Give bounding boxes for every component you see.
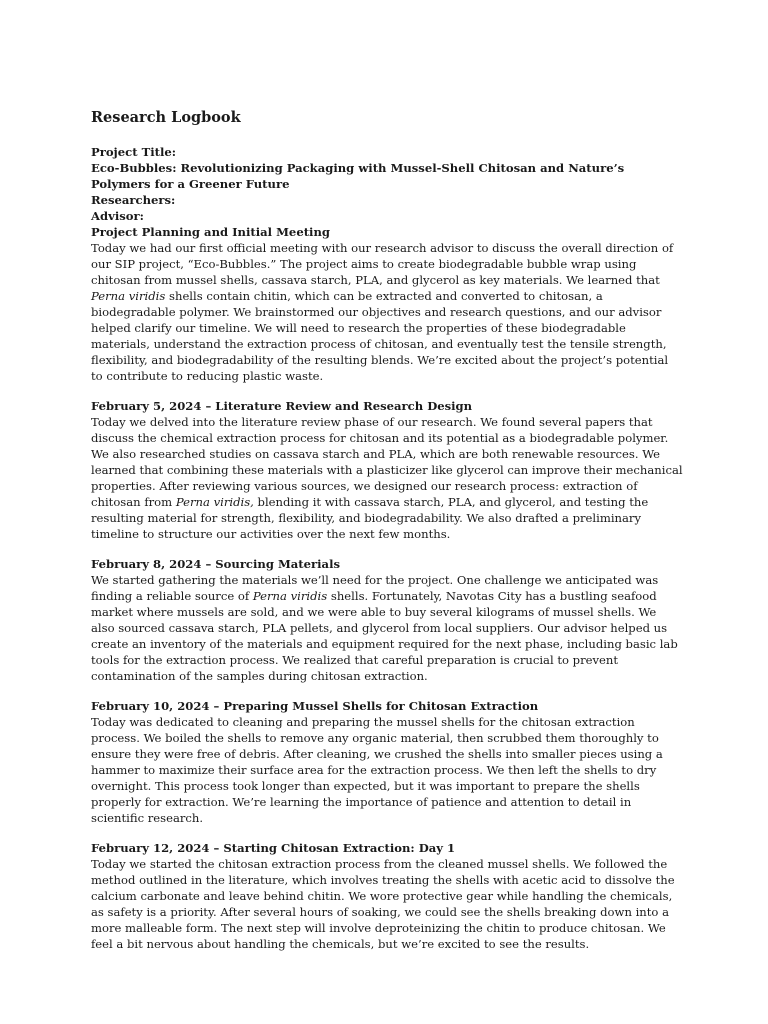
project-title: Eco-Bubbles: Revolutionizing Packaging with Mussel-Shell Chitosan and Nature’s Polymers for a Greener Future: [91, 161, 625, 191]
entry-text: Today we delved into the literature review phase of our research. We found several papers that discuss the chemical extraction process for chitosan and its potential as a biodegradable polymer. We also researched studies on cassava starch and PLA, which are both renewable resources. We learned that combining these materials with a plasticizer like glycerol can improve their mechanical properties. After reviewing various sources, we designed our research process: extraction of chitosan from: [91, 415, 683, 509]
entry-body: [91, 572, 683, 684]
entry-body: [91, 414, 683, 542]
entry-heading: February 12, 2024 – Starting Chitosan Extraction: Day 1: [91, 841, 456, 855]
entry-text: shells contain chitin, which can be extracted and converted to chitosan, a biodegradable polymer. We brainstormed our objectives and research questions, and our advisor helped clarify our timeline. We will need to research the properties of these biodegradable materials, understand the extraction process of chitosan, and eventually test the tensile strength, flexibility, and biodegradability of the resulting blends. We’re excited about the project’s potential to contribute to reducing plastic waste.: [91, 289, 669, 383]
advisor-label: Advisor:: [91, 209, 144, 223]
researchers-label: Researchers:: [91, 193, 176, 207]
entry-text: Today we had our first official meeting with our research advisor to discuss the overall direction of our SIP project, “Eco-Bubbles.” The project aims to create biodegradable bubble wrap using chitosan from mussel shells, cassava starch, PLA, and glycerol as key materials. We learned that: [91, 241, 674, 287]
entry-body: [91, 714, 683, 826]
species-name: Perna viridis: [91, 289, 166, 303]
entry-heading: February 5, 2024 – Literature Review and Research Design: [91, 399, 473, 413]
entry-heading: February 10, 2024 – Preparing Mussel Shells for Chitosan Extraction: [91, 699, 539, 713]
log-entry: [91, 224, 683, 384]
log-entries: [91, 224, 683, 952]
species-name: Perna viridis,: [175, 495, 254, 509]
document-title: Research Logbook: [91, 109, 241, 126]
entry-text: Today we started the chitosan extraction process from the cleaned mussel shells. We followed the method outlined in the literature, which involves treating the shells with acetic acid to dissolve the calcium carbonate and leave behind chitin. We wore protective gear while handling the chemicals, as safety is a priority. After several hours of soaking, we could see the shells breaking down into a more malleable form. The next step will involve deproteinizing the chitin to produce chitosan. We feel a bit nervous about handling the chemicals, but we’re excited to see the results.: [91, 857, 675, 951]
entry-heading: February 8, 2024 – Sourcing Materials: [91, 557, 340, 571]
entry-text: shells. Fortunately, Navotas City has a bustling seafood market where mussels are sold, and we were able to buy several kilograms of mussel shells. We also sourced cassava starch, PLA pellets, and glycerol from local suppliers. Our advisor helped us create an inventory of the materials and equipment required for the next phase, including basic lab tools for the extraction process. We realized that careful preparation is crucial to prevent contamination of the samples during chitosan extraction.: [91, 589, 678, 683]
entry-text: Today was dedicated to cleaning and preparing the mussel shells for the chitosan extraction process. We boiled the shells to remove any organic material, then scrubbed them thoroughly to ensure they were free of debris. After cleaning, we crushed the shells into smaller pieces using a hammer to maximize their surface area for the extraction process. We then left the shells to dry overnight. This process took longer than expected, but it was important to prepare the shells properly for extraction. We’re learning the importance of patience and attention to detail in scientific research.: [91, 715, 663, 825]
project-title-label: Project Title:: [91, 145, 177, 159]
log-entry: [91, 698, 683, 826]
entry-text: We started gathering the materials we’ll need for the project. One challenge we anticipated was finding a reliable source of: [91, 573, 659, 603]
entry-heading: Project Planning and Initial Meeting: [91, 225, 330, 239]
entry-body: [91, 856, 683, 952]
log-entry: [91, 840, 683, 952]
log-entry: [91, 398, 683, 542]
species-name: Perna viridis: [252, 589, 328, 603]
log-entry: [91, 556, 683, 684]
logbook-page: [91, 108, 683, 966]
entry-body: [91, 240, 683, 384]
entry-text: blending it with cassava starch, PLA, and glycerol, and testing the resulting material for strength, flexibility, and biodegradability. We also drafted a preliminary timeline to structure our activities over the next few months.: [91, 495, 649, 541]
